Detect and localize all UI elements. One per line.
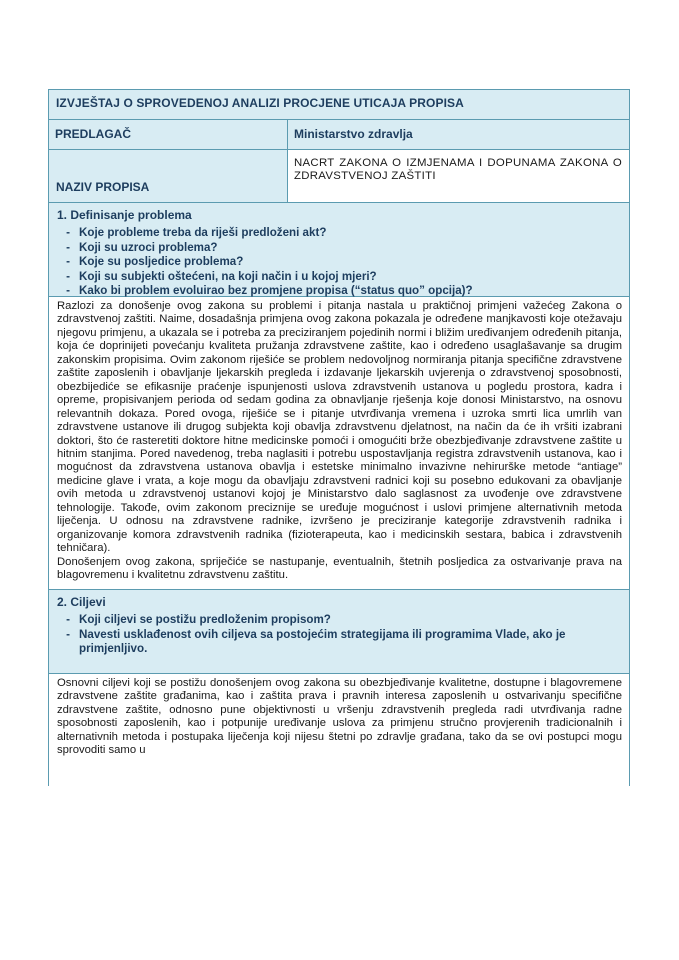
section-1-paragraph: Donošenjem ovog zakona, spriječiće se nastupanje, eventualnih, štetnih posljedica za ostvarivanje prava na blagovremenu i kvalitetnu zdravstvenu zaštitu. [57, 555, 622, 582]
section-1-question: - Koje su posljedice problema? [66, 255, 244, 268]
section-2-heading: 2. Ciljevi [57, 595, 106, 609]
report-title: IZVJEŠTAJ O SPROVEDENOJ ANALIZI PROCJENE UTICAJA PROPISA [48, 89, 630, 120]
section-1-heading: 1. Definisanje problema [57, 208, 192, 222]
section-2-paragraph: Osnovni ciljevi koji se postižu donošenjem ovog zakona su obezbjeđivanje kvalitetne, dostupne i blagovremene zdravstvene zaštite građanima, kao i zaštita prava i pravnih interesa zaposlenih u ostvarivanju specifične zdravstvene zaštite, odnosno pune objektivnosti u vršenju zdravstvenih pregleda radi utvrđivanja radne sposobnosti zaposlenih, kao i potpunije uređivanje uslova za primjenu stručno provjerenih tradicionalnih i alternativnih metoda i postupaka liječenja koji nijesu štetni po zdravlje građana, tako da se ovi postupci mogu sprovoditi samo u [57, 677, 622, 757]
section-2-question: - Koji ciljevi se postižu predloženim propisom? [66, 613, 331, 626]
regulation-name-label-cell [48, 149, 288, 203]
section-1-body [48, 296, 630, 590]
proposer-row [48, 119, 630, 150]
ria-report-table [48, 89, 630, 786]
section-1-header [48, 202, 630, 297]
section-1-question: - Koji su subjekti oštećeni, na koji način i u kojoj mjeri? [66, 269, 377, 283]
section-1-question: - Kako bi problem evoluirao bez promjene propisa (“status quo” opcija)? [66, 284, 473, 297]
section-2-question: - Navesti usklađenost ovih ciljeva sa postojećim strategijama ili programima Vlade, ako je primjenljivo. [66, 627, 566, 655]
section-1-question: - Koji su uzroci problema? [66, 240, 218, 254]
proposer-value: Ministarstvo zdravlja [287, 119, 630, 150]
regulation-name-label: NAZIV PROPISA [56, 180, 150, 194]
section-1-paragraph: Razlozi za donošenje ovog zakona su problemi i pitanja nastala u praktičnoj primjeni važećeg Zakona o zdravstvenoj zaštiti. Naime, dosadašnja primjena ovog zakona pokazala je određene manjkavosti koje otežavaju njegovu primjenu, a ukazala se i potreba za preciziranjem pojedinih normi i bližim uređivanjem određenih pitanja, koja će doprinijeti povećanju kvaliteta pružanja zdravstvene zaštite, kao i određeno usaglašavanje sa drugim zakonskim propisima. Ovim zakonom riješiće se problem nedovoljnog normiranja pitanja specifične zdravstvene zaštite zaposlenih i obavljanje ljekarskih pregleda i izdavanje ljekarskih uvjerenja o zdravstvenoj sposobnosti, obezbijediće se efikasnije praćenje ispunjenosti uslova zdravstvenih ustanova u pogledu prostora, kadra i opreme, propisivanjem perioda od sedam godina za obnavljanje rješenja koje donosi Ministarstvo, na osnovu relevantnih dokaza. Pored ovoga, riješiće se i pitanje utvrđivanja vremena i uzroka smrti lica umrlih van zdravstvene ustanove ili drugog subjekta koji obavlja zdravstvenu djelatnost, na način da će ih vršiti izabrani doktori, što će rasteretiti doktore hitne medicinske pomoći i omogućiti brže obezbjeđivanje zdravstvene zaštite u hitnim stanjima. Pored navedenog, treba naglasiti i potrebu uspostavljanja registra zdravstvenih ustanova, kao i mogućnost da zdravstvena ustanova obavlja i estetske minimalno invazivne nehirurške metode “antiage” medicine glave i vrata, a koje mogu da obavljaju zdravstveni radnici koji su posebno edukovani za obavljanje ovih metoda u zdravstvenoj ustanovi kojoj je Ministarstvo dalo saglasnost za uvođenje ove zdravstvene tehnologije. Takođe, ovim zakonom preciznije se uređuje mogućnost i uslovi primjene alternativnih metoda liječenja. U odnosu na zdravstvene radnike, izvršeno je preciziranje kategorije zdravstvenih radnika i organizovanje komora zdravstvenih radnika (fizioterapeuta, kao i medicinskih sestara, babica i zdravstvenih tehničara). [57, 300, 622, 555]
proposer-label: PREDLAGAČ [48, 119, 288, 150]
regulation-name-value: NACRT ZAKONA O IZMJENAMA I DOPUNAMA ZAKONA O ZDRAVSTVENOJ ZAŠTITI [287, 149, 630, 203]
regulation-name-row [48, 149, 630, 203]
section-1-question: - Koje probleme treba da riješi predloženi akt? [66, 226, 327, 239]
section-2-header [48, 589, 630, 674]
section-2-body [48, 673, 630, 786]
